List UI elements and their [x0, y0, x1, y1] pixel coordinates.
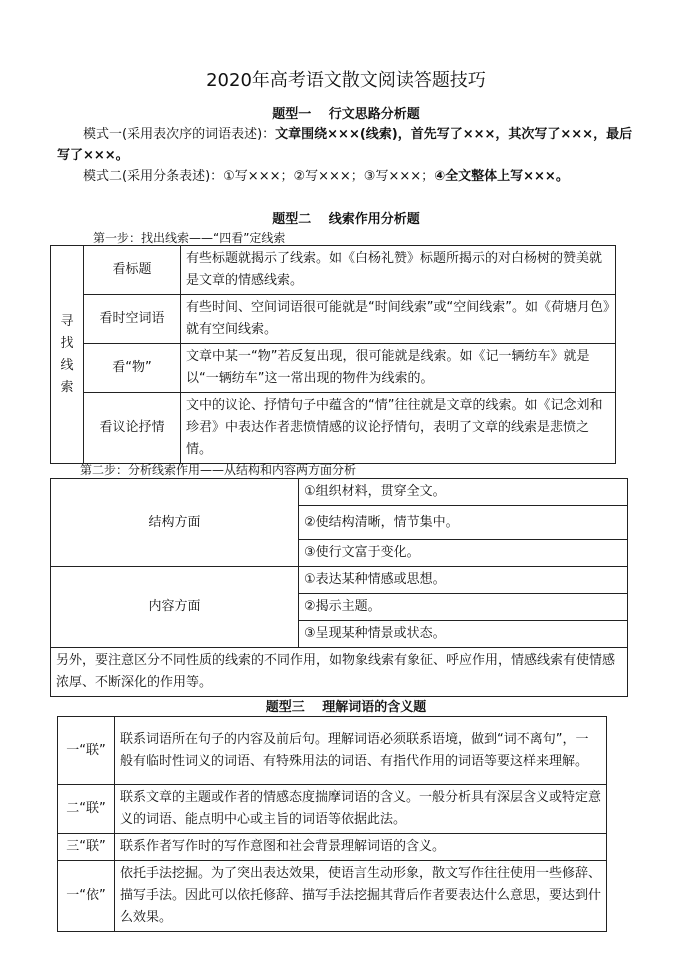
mode2-paragraph — [57, 166, 642, 187]
row-text: 文中的议论、抒情句子中蕴含的“情”往往就是文章的线索。如《记念刘和珍君》中表达作者悲愤情感的议论抒情句，表明了文章的线索是悲愤之情。 — [181, 393, 616, 464]
content-label: 内容方面 — [51, 567, 299, 648]
find-clue-text: 寻找线索 — [60, 313, 74, 395]
structure-item: ③使行文富于变化。 — [299, 540, 628, 567]
structure-label: 结构方面 — [51, 479, 299, 567]
clue-note: 另外，要注意区分不同性质的线索的不同作用，如物象线索有象征、呼应作用，情感线索有使情感浓厚、不断深化的作用等。 — [51, 648, 628, 697]
section-heading-type3: 题型三 理解词语的含义题 — [265, 700, 427, 715]
row-label: 看时空词语 — [84, 295, 181, 344]
method-text: 联系作者写作时的写作意图和社会背景理解词语的含义。 — [115, 834, 607, 861]
content-item: ②揭示主题。 — [299, 594, 628, 621]
step1-label: 第一步：找出线索——“四看”定线索 — [93, 231, 286, 245]
method-label: 三“联” — [58, 834, 115, 861]
row-label: 看“物” — [84, 344, 181, 393]
method-label: 一“联” — [58, 717, 115, 785]
row-text: 文章中某一“物”若反复出现，很可能就是线索。如《记一辆纺车》就是以“一辆纺车”这一常出现的物件为线索的。 — [181, 344, 616, 393]
row-label: 看议论抒情 — [84, 393, 181, 464]
structure-item: ②使结构清晰，情节集中。 — [299, 506, 628, 540]
section-heading-type1: 题型一 行文思路分析题 — [272, 107, 420, 122]
mode1-prefix: 模式一(采用表次序的词语表述)： — [83, 127, 276, 142]
method-label: 一“依” — [58, 861, 115, 932]
mode1-bold-text: 文章围绕×××(线索)，首先写了×××，其次写了×××，最后写了×××。 — [57, 127, 633, 163]
clue-find-table — [50, 245, 616, 464]
row-text: 有些标题就揭示了线索。如《白杨礼赞》标题所揭示的对白杨树的赞美就是文章的情感线索。 — [181, 246, 616, 295]
find-clue-label — [51, 246, 84, 464]
row-text: 有些时间、空间词语很可能就是“时间线索”或“空间线索”。如《荷塘月色》就有空间线索。 — [181, 295, 616, 344]
step2-label: 第二步：分析线索作用——从结构和内容两方面分析 — [80, 463, 357, 477]
method-label: 二“联” — [58, 785, 115, 834]
section-heading-type2: 题型二 线索作用分析题 — [272, 212, 420, 227]
content-item: ③呈现某种情景或状态。 — [299, 621, 628, 648]
mode2-bold-text: ④全文整体上写×××。 — [434, 169, 569, 184]
page-title: 2020年高考语文散文阅读答题技巧 — [206, 70, 486, 91]
mode1-paragraph — [57, 124, 642, 166]
mode2-prefix: 模式二(采用分条表述)：①写×××；②写×××；③写×××； — [83, 169, 435, 184]
method-text: 联系词语所在句子的内容及前后句。理解词语必须联系语境，做到“词不离句”，一般有临时性词义的词语、有特殊用法的词语、有指代作用的词语等要这样来理解。 — [115, 717, 607, 785]
structure-item: ①组织材料，贯穿全文。 — [299, 479, 628, 506]
clue-function-table — [50, 478, 628, 697]
row-label: 看标题 — [84, 246, 181, 295]
method-text: 联系文章的主题或作者的情感态度揣摩词语的含义。一般分析具有深层含义或特定意义的词语、能点明中心或主旨的词语等依据此法。 — [115, 785, 607, 834]
content-item: ①表达某种情感或思想。 — [299, 567, 628, 594]
method-text: 依托手法挖掘。为了突出表达效果，使语言生动形象，散文写作往往使用一些修辞、描写手法。因此可以依托修辞、描写手法挖掘其背后作者要表达什么意思，要达到什么效果。 — [115, 861, 607, 932]
word-meaning-table — [57, 716, 607, 932]
